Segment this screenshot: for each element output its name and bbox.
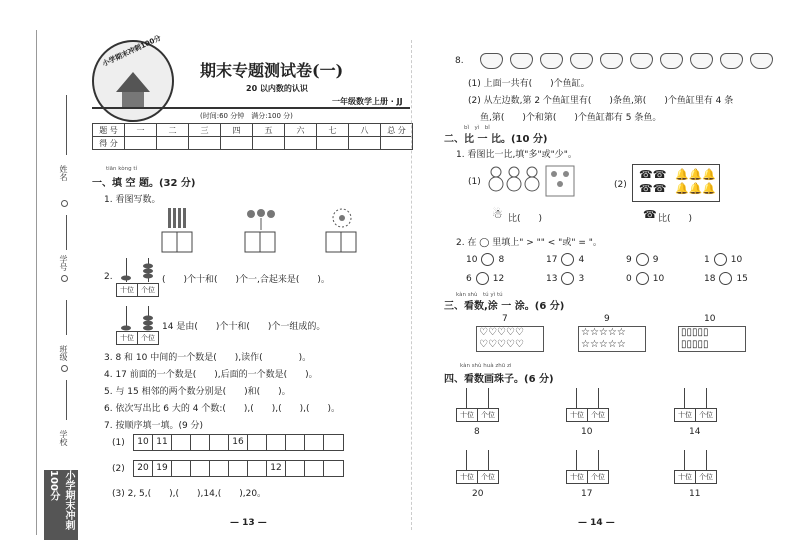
tens-label: 十位 — [117, 284, 138, 296]
sequence-cell[interactable] — [305, 461, 324, 476]
score-input-cell[interactable] — [253, 137, 285, 150]
abacus-rod — [488, 388, 489, 408]
flowers-picture — [243, 208, 279, 254]
sequence-2-label: (2) — [112, 464, 125, 474]
score-header-cell: 题 号 — [93, 124, 125, 137]
score-header-cell: 六 — [285, 124, 317, 137]
abacus-rod — [576, 450, 577, 470]
page-title: 期末专题测试卷(一) — [200, 61, 344, 80]
sequence-cell[interactable] — [324, 461, 343, 476]
snowmen-and-flowers-picture — [488, 164, 578, 200]
fish-bowl-icon — [630, 53, 653, 69]
fish-bowl-icon — [750, 53, 773, 69]
fish-bowl-icon — [690, 53, 713, 69]
compare-circle[interactable] — [561, 272, 574, 285]
score-table — [92, 123, 413, 150]
bead-number: 11 — [689, 489, 701, 499]
sequence-cell[interactable] — [210, 435, 229, 450]
abacus-rod — [466, 450, 467, 470]
phone-icon: ☎ — [643, 208, 657, 221]
sticks-picture — [160, 208, 196, 254]
score-header-cell: 七 — [317, 124, 349, 137]
name-line — [66, 95, 67, 155]
sequence-cell[interactable] — [229, 461, 248, 476]
sequence-cell[interactable]: 16 — [229, 435, 248, 450]
color-count-9: 9 — [604, 314, 610, 324]
bell-icons: 🔔🔔🔔 🔔🔔🔔 — [675, 168, 717, 195]
score-input-cell[interactable] — [349, 137, 381, 150]
sequence-cell[interactable] — [286, 435, 305, 450]
cups-grid[interactable]: ▯▯▯▯▯ ▯▯▯▯▯ — [678, 326, 746, 352]
score-header-cell: 五 — [253, 124, 285, 137]
score-header-cell: 总 分 — [381, 124, 413, 137]
abacus-rod — [684, 388, 685, 408]
compare-circle[interactable] — [719, 272, 732, 285]
sequence-cell[interactable] — [172, 435, 191, 450]
header-rule — [92, 107, 410, 109]
fish-bowl-icon — [600, 53, 623, 69]
compare-item: 18 15 — [704, 274, 748, 284]
question-8-2b: 鱼,第( )个和第( )个鱼缸都有 5 条鱼。 — [480, 113, 662, 123]
margin-label-id: 学号 — [59, 255, 68, 271]
section2-pinyin: bǐ yì bǐ — [464, 125, 490, 131]
bead-number: 17 — [581, 489, 593, 499]
fish-bowl-icon — [570, 53, 593, 69]
sequence-cell[interactable]: 19 — [153, 461, 172, 476]
margin-label-name: 姓名 — [59, 165, 68, 181]
place-value-box[interactable]: 十位 个位 — [566, 470, 609, 484]
stars-grid[interactable]: ☆☆☆☆☆ ☆☆☆☆☆ — [578, 326, 646, 352]
question-2b-text: 14 是由( )个十和( )个一组成的。 — [162, 322, 326, 332]
bead-number: 20 — [472, 489, 484, 499]
compare-item: 1 10 — [704, 255, 743, 265]
place-value-box[interactable]: 十位 个位 — [456, 470, 499, 484]
logo-text: 小学期末冲刺100分 — [101, 33, 163, 69]
compare-circle[interactable] — [476, 272, 489, 285]
sequence-cell[interactable] — [191, 435, 210, 450]
compare-item: 17 4 — [546, 255, 585, 265]
section4-title: 四、看数画珠子。(6 分) — [444, 374, 554, 385]
phone-icons: ☎☎ ☎☎ — [639, 168, 667, 195]
compare-picture-1-label: (1) — [468, 177, 481, 187]
binding-margin — [36, 30, 83, 535]
compare-circle[interactable] — [561, 253, 574, 266]
place-value-box[interactable]: 十位 个位 — [456, 408, 499, 422]
class-line — [66, 300, 67, 335]
school-line — [66, 380, 67, 420]
fish-bowl-icon — [510, 53, 533, 69]
page-divider — [411, 40, 412, 530]
sequence-2-strip — [133, 460, 344, 477]
ones-label: 个位 — [141, 334, 155, 342]
bead-number: 10 — [581, 427, 593, 437]
sequence-1-strip — [133, 434, 344, 451]
question-4: 4. 17 前面的一个数是( ),后面的一个数是( )。 — [104, 370, 318, 380]
score-input-cell[interactable] — [221, 137, 253, 150]
score-input-cell[interactable] — [285, 137, 317, 150]
compare-circle[interactable] — [636, 253, 649, 266]
grade-label: 一年级数学上册 · JJ — [332, 97, 403, 106]
sequence-cell[interactable] — [172, 461, 191, 476]
snowman-icon: ☃ — [492, 207, 503, 221]
question-2-number: 2. — [104, 272, 113, 282]
question-8-1: (1) 上面一共有( )个鱼缸。 — [468, 79, 590, 89]
question-8-number: 8. — [455, 56, 464, 66]
binding-dot — [61, 200, 68, 207]
sequence-cell[interactable] — [210, 461, 229, 476]
abacus-rod — [466, 388, 467, 408]
compare-circle[interactable] — [714, 253, 727, 266]
sequence-cell[interactable] — [248, 435, 267, 450]
margin-label-class: 班级 — [59, 345, 68, 361]
compare-item: 0 10 — [626, 274, 665, 284]
sequence-cell[interactable]: 12 — [267, 461, 286, 476]
score-input-cell[interactable] — [189, 137, 221, 150]
bead-number: 14 — [689, 427, 701, 437]
question-1: 1. 看图写数。 — [104, 195, 161, 205]
sequence-cell[interactable] — [267, 435, 286, 450]
abacus-beads — [121, 312, 153, 332]
compare-item: 9 9 — [626, 255, 659, 265]
sequence-1-label: (1) — [112, 438, 125, 448]
sequence-3: (3) 2, 5,( ),( ),14,( ),20。 — [112, 489, 267, 499]
fish-bowl-icon — [540, 53, 563, 69]
sequence-cell[interactable]: 20 — [134, 461, 153, 476]
sequence-cell[interactable] — [248, 461, 267, 476]
binding-dot — [61, 275, 68, 282]
section3-title: 三、看数,涂 一 涂。(6 分) — [444, 301, 565, 312]
section1-title: 一、填 空 题。(32 分) — [92, 178, 196, 189]
abacus-rod — [684, 450, 685, 470]
compare-item: 6 12 — [466, 274, 505, 284]
time-info: (时间:60 分钟 满分:100 分) — [200, 112, 293, 120]
phones-and-bells-picture — [632, 164, 720, 202]
section2-question-2: 2. 在 ◯ 里填上" > "" < "或" = "。 — [456, 238, 602, 248]
sequence-cell[interactable]: 10 — [134, 435, 153, 450]
score-header-cell: 四 — [221, 124, 253, 137]
compare-2-blank: 比( ) — [658, 214, 693, 224]
question-2-text: ( )个十和( )个一,合起来是( )。 — [162, 275, 330, 285]
compare-item: 13 3 — [546, 274, 585, 284]
place-value-box[interactable]: 十位 个位 — [566, 408, 609, 422]
question-6: 6. 依次写出比 6 大的 4 个数:( ),( ),( ),( )。 — [104, 404, 341, 414]
section3-pinyin: kàn shù tú yì tú — [456, 292, 503, 298]
question-8-2a: (2) 从左边数,第 2 个鱼缸里有( )条鱼,第( )个鱼缸里有 4 条 — [468, 96, 734, 106]
place-value-box — [116, 331, 159, 345]
ones-label: 个位 — [141, 286, 155, 294]
abacus-rod — [488, 450, 489, 470]
abacus-rod — [598, 388, 599, 408]
abacus-beads — [121, 262, 153, 282]
question-3: 3. 8 和 10 中间的一个数是( ),读作( )。 — [104, 353, 312, 363]
sequence-cell[interactable] — [191, 461, 210, 476]
color-count-7: 7 — [502, 314, 508, 324]
score-header-cell: 八 — [349, 124, 381, 137]
balls-picture — [322, 208, 362, 254]
score-input-cell[interactable] — [317, 137, 349, 150]
place-value-box — [116, 283, 159, 297]
sequence-cell[interactable]: 11 — [153, 435, 172, 450]
compare-picture-2-label: (2) — [614, 180, 627, 190]
abacus-rod — [706, 450, 707, 470]
page-number-right: — 14 — — [578, 518, 615, 528]
sequence-cell[interactable] — [305, 435, 324, 450]
binding-dot — [61, 365, 68, 372]
sequence-cell[interactable] — [286, 461, 305, 476]
score-input-cell[interactable] — [381, 137, 413, 150]
tens-label: 十位 — [117, 332, 138, 344]
score-header-cell: 一 — [125, 124, 157, 137]
section1-pinyin: tiān kòng tí — [106, 166, 138, 172]
score-label-cell: 得 分 — [93, 137, 125, 150]
section4-pinyin: kàn shù huà zhū zi — [460, 363, 512, 369]
compare-circle[interactable] — [481, 253, 494, 266]
score-input-cell[interactable] — [125, 137, 157, 150]
id-line — [66, 215, 67, 250]
section2-title: 二、比 一 比。(10 分) — [444, 134, 548, 145]
question-5: 5. 与 15 相邻的两个数分别是( )和( )。 — [104, 387, 291, 397]
abacus-rod — [598, 450, 599, 470]
compare-1-blank: 比( ) — [508, 214, 543, 224]
fish-bowl-icon — [480, 53, 503, 69]
series-logo — [92, 33, 174, 122]
page-subtitle: 20 以内数的认识 — [246, 84, 308, 93]
question-7: 7. 按顺序填一填。(9 分) — [104, 421, 204, 431]
section2-question-1: 1. 看图比一比,填"多"或"少"。 — [456, 150, 577, 160]
sequence-cell[interactable] — [324, 435, 343, 450]
color-count-10: 10 — [704, 314, 716, 324]
compare-item: 10 8 — [466, 255, 505, 265]
score-header-cell: 二 — [157, 124, 189, 137]
margin-label-school: 学校 — [59, 430, 68, 446]
abacus-rod — [576, 388, 577, 408]
fish-bowl-icon — [660, 53, 683, 69]
hearts-grid[interactable]: ♡♡♡♡♡ ♡♡♡♡♡ — [476, 326, 544, 352]
place-value-box[interactable]: 十位 个位 — [674, 470, 717, 484]
bead-number: 8 — [474, 427, 480, 437]
fish-bowl-icon — [720, 53, 743, 69]
compare-circle[interactable] — [636, 272, 649, 285]
spine-brand: 小学期末冲刺100分 — [44, 470, 78, 540]
score-header-cell: 三 — [189, 124, 221, 137]
page-number-left: — 13 — — [230, 518, 267, 528]
score-input-cell[interactable] — [157, 137, 189, 150]
place-value-box[interactable]: 十位 个位 — [674, 408, 717, 422]
abacus-rod — [706, 388, 707, 408]
